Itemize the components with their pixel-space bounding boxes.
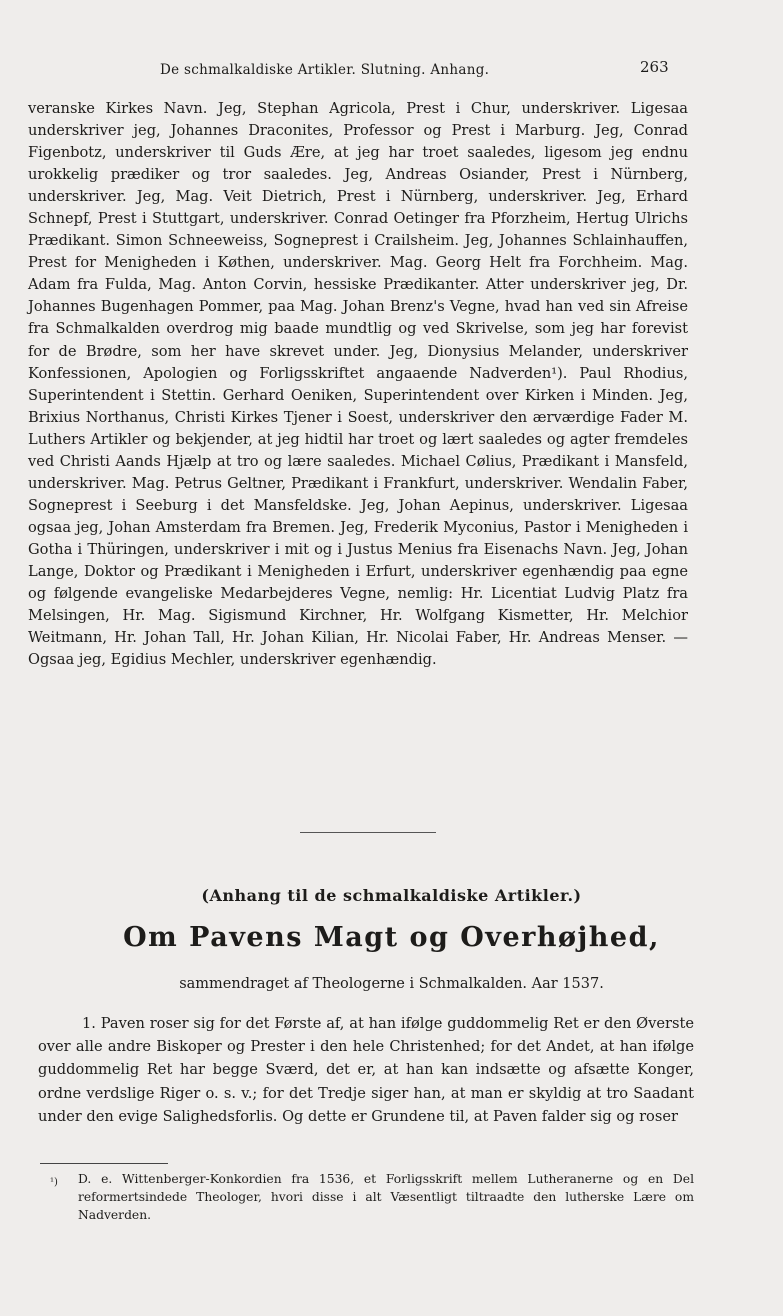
paragraph-1-text: 1. Paven roser sig for det Første af, at han ifølge guddommelig Ret er den Øverste over alle andre Biskoper og Prester i den hele Christenhed; for det Andet, at han ifølge guddommelig Ret har begge Sværd, det er, at han kan indsætte og afsætte Konger, ordne verdslige Riger o. s. v.; for det Tredje siger han, at man er skyldig at tro Saadant under den evige Salighedsforlis. Og dette er Grundene til, at Paven falder sig og roser bbox=[38, 1015, 694, 1125]
appendix-subheading: (Anhang til de schmalkaldiske Artikler.) bbox=[201, 886, 582, 905]
footnote-text: D. e. Wittenberger-Konkordien fra 1536, et Forligsskrift mellem Lutheranerne og en Del reformertsindede Theologer, hvori disse i alt Væsentligt tiltraadte den lutherske Lære om Nadverden. bbox=[78, 1172, 694, 1222]
appendix-title: Om Pavens Magt og Overhøjhed, bbox=[123, 922, 660, 953]
running-header: De schmalkaldiske Artikler. Slutning. Anhang. bbox=[160, 62, 490, 78]
footnote bbox=[50, 1170, 694, 1224]
page-number: 263 bbox=[640, 58, 669, 76]
appendix-paragraph bbox=[38, 1012, 694, 1128]
appendix-subtitle: sammendraget af Theologerne i Schmalkalden. Aar 1537. bbox=[179, 976, 604, 992]
signatures-paragraph bbox=[28, 98, 688, 671]
signatures-text: veranske Kirkes Navn. Jeg, Stephan Agricola, Prest i Chur, underskriver. Ligesaa underskriver jeg, Johannes Draconites, Professor og Prest i Marburg. Jeg, Conrad Figenbotz, underskriver til Guds Ære, at jeg har troet saaledes, ligesom jeg endnu urokkelig prædiker og tror saaledes. Jeg, Andreas Osiander, Prest i Nürnberg, underskriver. Jeg, Mag. Veit Dietrich, Prest i Nürnberg, underskriver. Jeg, Erhard Schnepf, Prest i Stuttgart, underskriver. Conrad Oetinger fra Pforzheim, Hertug Ulrichs Prædikant. Simon Schneeweiss, Sogneprest i Crailsheim. Jeg, Johannes Schlainhauffen, Prest for Menigheden i Køthen, underskriver. Mag. Georg Helt fra Forchheim. Mag. Adam fra Fulda, Mag. Anton Corvin, hessiske Prædikanter. Atter underskriver jeg, Dr. Johannes Bugenhagen Pommer, paa Mag. Johan Brenz's Vegne, hvad han ved sin Afreise fra Schmalkalden overdrog mig baade mundtlig og ved Skrivelse, som jeg har forevist for de Brødre, som her have skrevet under. Jeg, Dionysius Melander, underskriver Konfessionen, Apologien og Forligsskriftet angaaende Nadverden¹). Paul Rhodius, Superintendent i Stettin. Gerhard Oeniken, Superintendent over Kirken i Minden. Jeg, Brixius Northanus, Christi Kirkes Tjener i Soest, underskriver den ærværdige Fader M. Luthers Artikler og bekjender, at jeg hidtil har troet og lært saaledes og agter fremdeles ved Christi Aands Hjælp at tro og lære saaledes. Michael Cølius, Prædikant i Mansfeld, underskriver. Mag. Petrus Geltner, Prædikant i Frankfurt, underskriver. Wendalin Faber, Sogneprest i Seeburg i det Mansfeldske. Jeg, Johan Aepinus, underskriver. Ligesaa ogsaa jeg, Johan Amsterdam fra Bremen. Jeg, Frederik Myconius, Pastor i Menigheden i Gotha i Thüringen, underskriver i mit og i Justus Menius fra Eisenachs Navn. Jeg, Johan Lange, Doktor og Prædikant i Menigheden i Erfurt, underskriver egenhændig paa egne og følgende evangeliske Medarbejderes Vegne, nemlig: Hr. Licentiat Ludvig Platz fra Melsingen, Hr. Mag. Sigismund Kirchner, Hr. Wolfgang Kismetter, Hr. Melchior Weitmann, Hr. Johan Tall, Hr. Johan Kilian, Hr. Nicolai Faber, Hr. Andreas Menser. — Ogsaa jeg, Egidius Mechler, underskriver egenhændig. bbox=[28, 100, 688, 669]
section-divider bbox=[300, 832, 436, 833]
footnote-marker: ¹) bbox=[50, 1177, 58, 1188]
footnote-rule bbox=[40, 1163, 168, 1164]
